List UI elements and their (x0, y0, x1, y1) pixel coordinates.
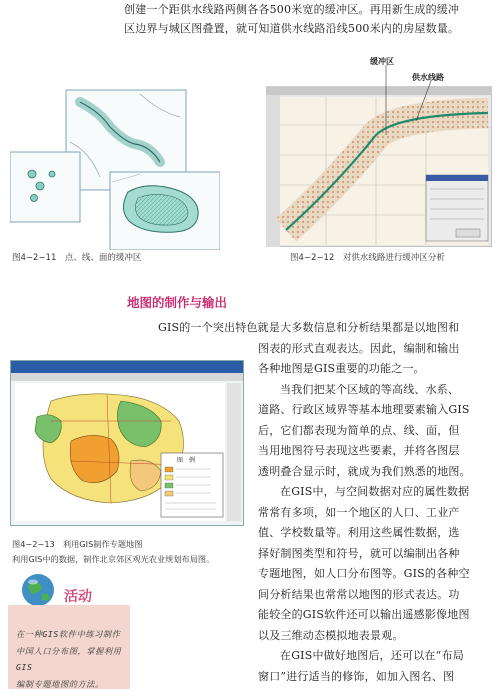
body-p2-line3: 后，它们都表现为简单的点、线、面，但 (258, 424, 460, 437)
body-p3-line6: 间分析结果也常常以地图的形式表达。功 (258, 588, 460, 601)
body-p2-line4: 当用地图符号表现这些要素，并将各图层 (258, 444, 460, 457)
body-p3-line3: 值、学校数量等。利用这些属性数据，选 (258, 526, 460, 539)
activity-text (16, 626, 126, 692)
body-p3-line7: 能较全的GIS软件还可以输出遥感影像地图 (258, 608, 470, 621)
activity-text-line1: 在一种GIS软件中练习制作 (16, 629, 121, 639)
pipeline-buffer-map (266, 55, 492, 247)
body-p2-line2: 道路、行政区域界等基本地理要素输入GIS (258, 403, 470, 416)
body-p1-line3: 各种地图是GIS重要的功能之一。 (258, 362, 425, 375)
body-p1-line1: GIS的一个突出特色就是大多数信息和分析结果都是以地图和 (158, 321, 460, 334)
activity-label: 活动 (64, 589, 92, 605)
figure-4-2-13-subcaption: 利用GIS中的数据，制作北京郊区观光农业规划布局图。 (12, 554, 215, 564)
buffer-zone-label: 缓冲区 (370, 57, 394, 66)
body-p2-line1: 当我们把某个区域的等高线、水系、 (280, 383, 460, 396)
figure-4-2-12 (266, 55, 492, 247)
thematic-map (11, 361, 243, 525)
activity-text-line3: 编制专题地图的方法。 (16, 678, 104, 689)
activity-text-line2: 中国人口分布图，掌握利用GIS (16, 645, 122, 672)
body-p3-line2: 常常有多项，如一个地区的人口、工业产 (258, 506, 460, 519)
body-p3-line8: 以及三维动态模拟地表景观。 (258, 629, 404, 642)
figure-4-2-11-caption: 图4−2−11 点、线、面的缓冲区 (12, 253, 142, 263)
figure-4-2-12-caption: 图4−2−12 对供水线路进行缓冲区分析 (290, 253, 445, 263)
intro-line-2: 区边界与城区图叠置，就可知道供水线路沿线500米内的房屋数量。 (124, 22, 460, 35)
legend-title: 图 例 (177, 457, 196, 464)
body-p2-line5: 透明叠合显示时，就成为我们熟悉的地图。 (258, 465, 471, 478)
body-p3-line4: 择好制图类型和符号，就可以编制出各种 (258, 547, 460, 560)
figure-4-2-13 (10, 360, 244, 526)
globe-icon (20, 572, 56, 608)
body-p4-line1: 在GIS中做好地图后，还可以在“布局 (280, 649, 464, 662)
body-p3-line5: 专题地图，如人口分布图等。GIS的各种空 (258, 567, 470, 580)
figure-4-2-11 (10, 82, 220, 250)
body-p3-line1: 在GIS中，与空间数据对应的属性数据 (280, 485, 470, 498)
buffer-illustration (10, 82, 220, 250)
body-p1-line2: 图表的形式直观表达。因此，编制和输出 (258, 342, 460, 355)
section-title: 地图的制作与输出 (127, 295, 228, 310)
body-p4-line2: 窗口”进行适当的修饰，如加入图名、图 (258, 670, 455, 683)
pipeline-label: 供水线路 (412, 73, 444, 82)
figure-4-2-13-caption: 图4−2−13 利用GIS制作专题地图 (12, 539, 143, 549)
intro-line-1: 创建一个距供水线路两侧各各500米宽的缓冲区。再用新生成的缓冲 (124, 3, 460, 16)
